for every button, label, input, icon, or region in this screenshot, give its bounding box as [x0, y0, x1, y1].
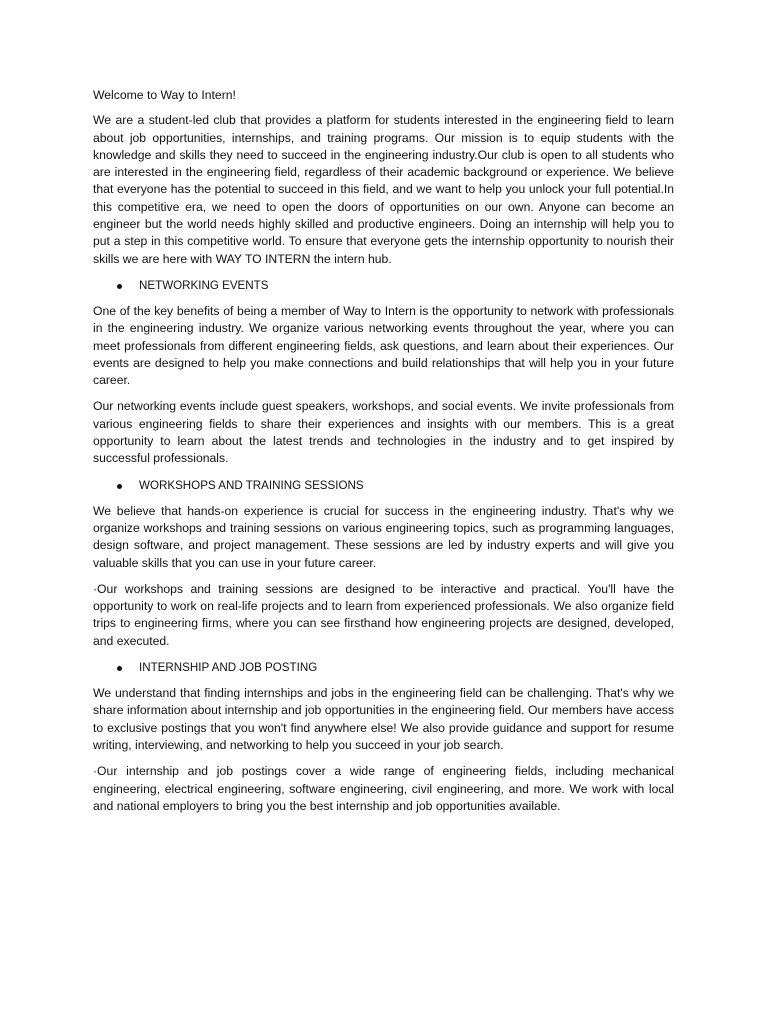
- workshops-paragraph-2: ·Our workshops and training sessions are designed to be interactive and practical. You'll have the opportunity to work on real-life projects and to learn from experienced professionals. We also organize field trips to engineering firms, where you can see firsthand how engineering projects are designed, developed, and executed.: [93, 581, 674, 648]
- bullet-icon: [117, 666, 122, 671]
- workshops-paragraph-1: We believe that hands-on experience is crucial for success in the engineering industry. That's why we organize workshops and training sessions on various engineering topics, such as programming languages, design software, and project management. These sessions are led by industry experts and will give you valuable skills that you can use in your future career.: [93, 503, 674, 570]
- section-heading-label: INTERNSHIP AND JOB POSTING: [139, 661, 318, 675]
- internship-paragraph-2: ·Our internship and job postings cover a wide range of engineering fields, including mechanical engineering, electrical engineering, software engineering, civil engineering, and more. We work with local and national employers to bring you the best internship and job opportunities available.: [93, 764, 674, 813]
- section-heading-workshops: [93, 477, 674, 494]
- bullet-icon: [117, 284, 122, 289]
- section-heading-internship: [93, 659, 674, 676]
- section-heading-networking: [93, 277, 674, 294]
- document-title: Welcome to Way to Intern!: [93, 88, 236, 102]
- networking-paragraph-1: One of the key benefits of being a member of Way to Intern is the opportunity to network with professionals in the engineering industry. We organize various networking events throughout the year, where you can meet professionals from different engineering fields, ask questions, and learn about their experiences. Our events are designed to help you make connections and build relationships that will help you in your future career.: [93, 303, 674, 388]
- internship-paragraph-1: We understand that finding internships and jobs in the engineering field can be challenging. That's why we share information about internship and job opportunities in the engineering field. Our members have access to exclusive postings that you won't find anywhere else! We also provide guidance and support for resume writing, interviewing, and networking to help you succeed in your job search.: [93, 686, 674, 752]
- bullet-icon: [117, 484, 122, 489]
- document-page: [93, 87, 674, 824]
- section-heading-label: WORKSHOPS AND TRAINING SESSIONS: [139, 478, 364, 492]
- intro-paragraph: We are a student-led club that provides a platform for students interested in the engineering field to learn about job opportunities, internships, and training programs. Our mission is to equip students with the knowledge and skills they need to succeed in the engineering industry.Our club is open to all students who are interested in the engineering field, regardless of their academic background or experience. We believe that everyone has the potential to succeed in this field, and we want to help you unlock your full potential.In this competitive era, we need to open the doors of opportunities on our own. Anyone can become an engineer but the world needs highly skilled and productive engineers. Doing an internship will help you to put a step in this competitive world. To ensure that everyone gets the internship opportunity to nourish their skills we are here with WAY TO INTERN the intern hub.: [93, 113, 674, 266]
- networking-paragraph-2: Our networking events include guest speakers, workshops, and social events. We invite professionals from various engineering fields to share their experiences and insights with our members. This is a great opportunity to learn about the latest trends and technologies in the industry and to get inspired by successful professionals.: [93, 399, 674, 466]
- section-heading-label: NETWORKING EVENTS: [139, 278, 269, 292]
